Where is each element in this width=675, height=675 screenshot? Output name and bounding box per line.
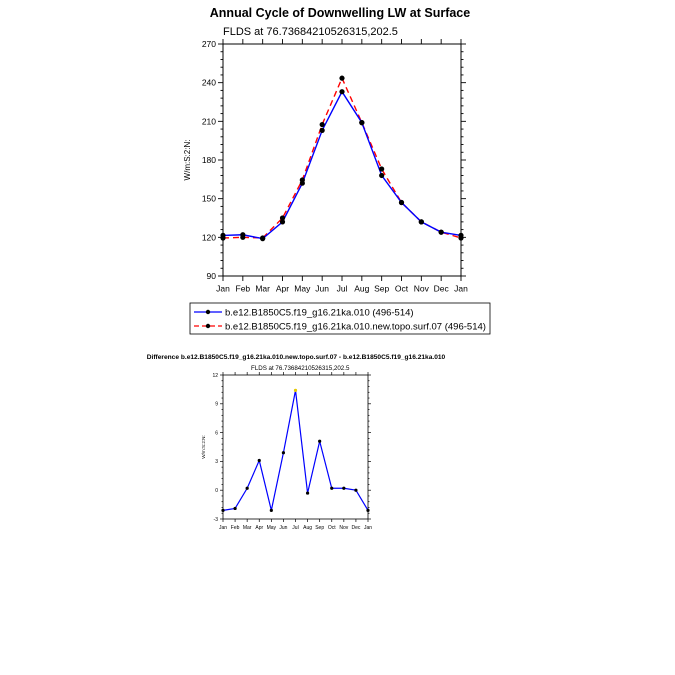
series-2-point [339,76,344,81]
x-tick-label: Oct [394,283,409,294]
x-tick-label: Jan [218,525,228,531]
x-tick-label: Nov [413,283,429,294]
x-tick-label: Dec [351,525,361,531]
series-1-point [354,489,357,492]
series-1-point [379,173,384,178]
y-tick-label: 210 [201,116,216,127]
series-1-point [318,440,321,443]
chart1-ylabel: W/m:S:2:N: [183,139,192,181]
series-1-point [306,491,309,494]
series-1-point [320,128,325,133]
series-1-point [419,219,424,224]
chart2-plot-frame [223,375,368,519]
series-1-point [282,451,285,454]
y-tick-label: 12 [212,372,218,379]
chart2-title: Difference b.e12.B1850C5.f19_g16.21ka.010.new.topo.surf.07 - b.e12.B1850C5.f19_g16.21ka.010 [146,354,446,361]
series-1-point [339,89,344,94]
series-1-point [270,509,273,512]
x-tick-label: Jan [454,283,468,294]
x-tick-label: Apr [275,283,290,294]
y-tick-label: 120 [201,232,216,243]
y-tick-label: 240 [201,77,216,88]
x-tick-label: Jul [292,525,299,531]
x-tick-label: Apr [255,525,264,531]
y-tick-label: 150 [201,193,216,204]
series-2-point [320,122,325,127]
series-1-point [233,507,236,510]
x-tick-label: Jun [279,525,288,531]
series-line-1 [223,92,461,239]
x-tick-label: Jul [336,283,348,294]
series-1-point [220,233,225,238]
x-tick-label: May [266,525,277,531]
x-tick-label: Jun [315,283,330,294]
y-tick-label: -3 [213,516,218,523]
chart2-subtitle: FLDS at 76.73684210526315,202.5 [251,365,350,372]
chart1-subtitle: FLDS at 76.73684210526315,202.5 [223,26,398,38]
x-tick-label: Mar [255,283,270,294]
series-2-point [379,166,384,171]
series-1-point [399,200,404,205]
legend-label-series-1: b.e12.B1850C5.f19_g16.21ka.010 (496-514) [225,307,414,319]
series-1-point [300,181,305,186]
y-tick-label: 270 [201,38,216,49]
x-tick-label: May [294,283,311,294]
series-1-point [342,487,345,490]
x-tick-label: Aug [303,525,313,531]
series-1-point [240,232,245,237]
y-tick-label: 180 [201,154,216,165]
x-tick-label: Oct [327,525,336,531]
series-1-point [458,233,463,238]
series-1-point [439,230,444,235]
series-1-point [260,236,265,241]
y-tick-label: 3 [215,459,218,466]
chart1-title: Annual Cycle of Downwelling LW at Surface [209,6,471,20]
x-tick-label: Sep [374,283,390,294]
series-line-1 [223,390,368,510]
x-tick-label: Mar [242,525,252,531]
series-1-point [294,389,297,392]
series-line-2 [223,78,461,238]
legend-marker-dashed [206,324,210,328]
chart1-ticks [202,39,468,294]
chart1-series [220,76,463,242]
series-1-point [221,509,224,512]
chart2-ylabel: W/m:S:2:N: [201,435,206,459]
x-tick-label: Sep [315,525,325,531]
chart2-series [221,389,369,512]
y-tick-label: 0 [215,487,218,494]
legend-label-series-2: b.e12.B1850C5.f19_g16.21ka.010.new.topo.surf.07 (496-514) [225,321,486,333]
x-tick-label: Jan [363,525,373,531]
x-tick-label: Jan [216,283,230,294]
x-tick-label: Aug [354,283,370,294]
y-tick-label: 9 [215,401,218,408]
series-1-point [258,459,261,462]
y-tick-label: 90 [206,270,216,281]
x-tick-label: Nov [339,525,349,531]
series-1-point [280,219,285,224]
series-1-point [366,509,369,512]
y-tick-label: 6 [215,430,218,437]
series-1-point [330,487,333,490]
series-1-point [246,487,249,490]
x-tick-label: Feb [230,525,240,531]
legend-marker-solid [206,310,210,314]
x-tick-label: Dec [433,283,449,294]
x-tick-label: Feb [235,283,251,294]
series-1-point [359,120,364,125]
